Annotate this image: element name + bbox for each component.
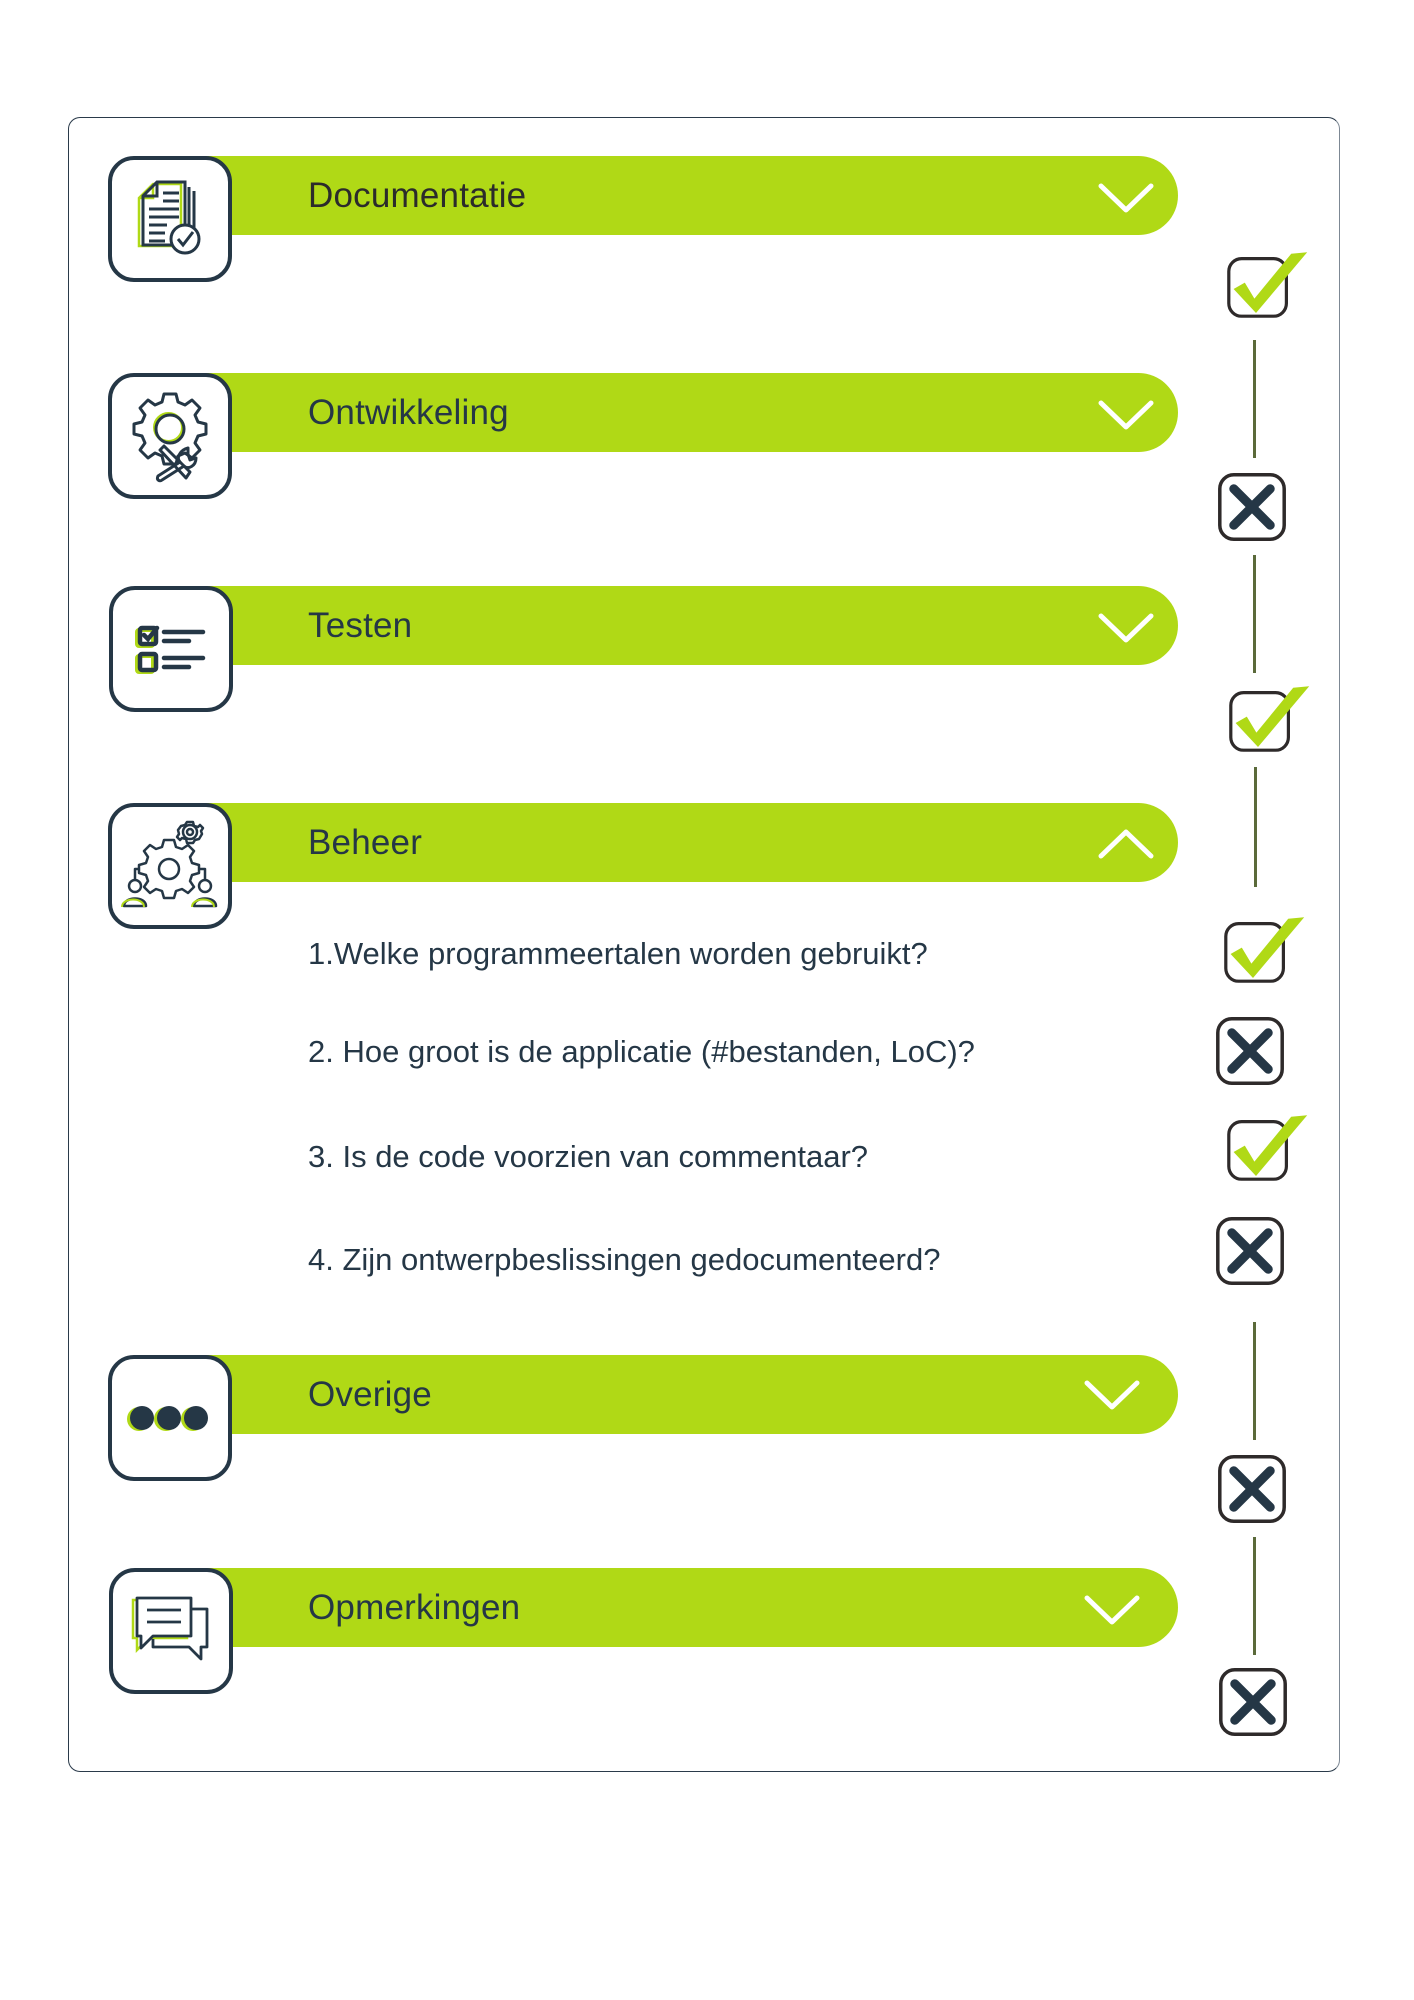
status-cross-icon bbox=[1217, 472, 1287, 542]
question-2: 2. Hoe groot is de applicatie (#bestanden, LoC)? bbox=[308, 1034, 975, 1069]
status-cross-icon bbox=[1215, 1016, 1285, 1086]
connector-line bbox=[1253, 340, 1256, 458]
status-check-icon bbox=[1215, 249, 1313, 329]
document-check-icon bbox=[108, 156, 232, 282]
question-1: 1.Welke programmeertalen worden gebruikt? bbox=[308, 936, 928, 971]
status-check-icon bbox=[1212, 914, 1310, 994]
connector-line bbox=[1253, 1537, 1256, 1655]
section-header-opmerkingen[interactable] bbox=[170, 1568, 1178, 1647]
gear-tools-icon bbox=[108, 373, 232, 499]
chevron-down-icon[interactable] bbox=[1097, 182, 1155, 214]
question-4: 4. Zijn ontwerpbeslissingen gedocumenteerd? bbox=[308, 1242, 941, 1277]
section-title: Opmerkingen bbox=[308, 1588, 521, 1627]
status-check-icon bbox=[1215, 1112, 1313, 1192]
section-header-beheer[interactable] bbox=[170, 803, 1178, 882]
section-header-documentatie[interactable] bbox=[170, 156, 1178, 235]
status-cross-icon bbox=[1217, 1454, 1287, 1524]
section-title: Beheer bbox=[308, 823, 423, 862]
section-title: Ontwikkeling bbox=[308, 393, 509, 432]
section-header-ontwikkeling[interactable] bbox=[170, 373, 1178, 452]
section-title: Documentatie bbox=[308, 176, 527, 215]
section-header-testen[interactable] bbox=[170, 586, 1178, 665]
connector-line bbox=[1254, 767, 1257, 887]
section-header-overige[interactable] bbox=[170, 1355, 1178, 1434]
connector-line bbox=[1253, 555, 1256, 673]
chevron-up-icon[interactable] bbox=[1097, 828, 1155, 860]
team-gear-icon bbox=[108, 803, 232, 929]
chat-bubbles-icon bbox=[109, 1568, 233, 1694]
status-cross-icon bbox=[1218, 1667, 1288, 1737]
more-dots-icon bbox=[108, 1355, 232, 1481]
status-cross-icon bbox=[1215, 1216, 1285, 1286]
question-3: 3. Is de code voorzien van commentaar? bbox=[308, 1139, 869, 1174]
checklist-icon bbox=[109, 586, 233, 712]
status-check-icon bbox=[1217, 683, 1315, 763]
section-title: Overige bbox=[308, 1375, 432, 1414]
chevron-down-icon[interactable] bbox=[1097, 399, 1155, 431]
chevron-down-icon[interactable] bbox=[1083, 1379, 1141, 1411]
chevron-down-icon[interactable] bbox=[1097, 612, 1155, 644]
chevron-down-icon[interactable] bbox=[1083, 1594, 1141, 1626]
section-title: Testen bbox=[308, 606, 413, 645]
connector-line bbox=[1253, 1322, 1256, 1440]
